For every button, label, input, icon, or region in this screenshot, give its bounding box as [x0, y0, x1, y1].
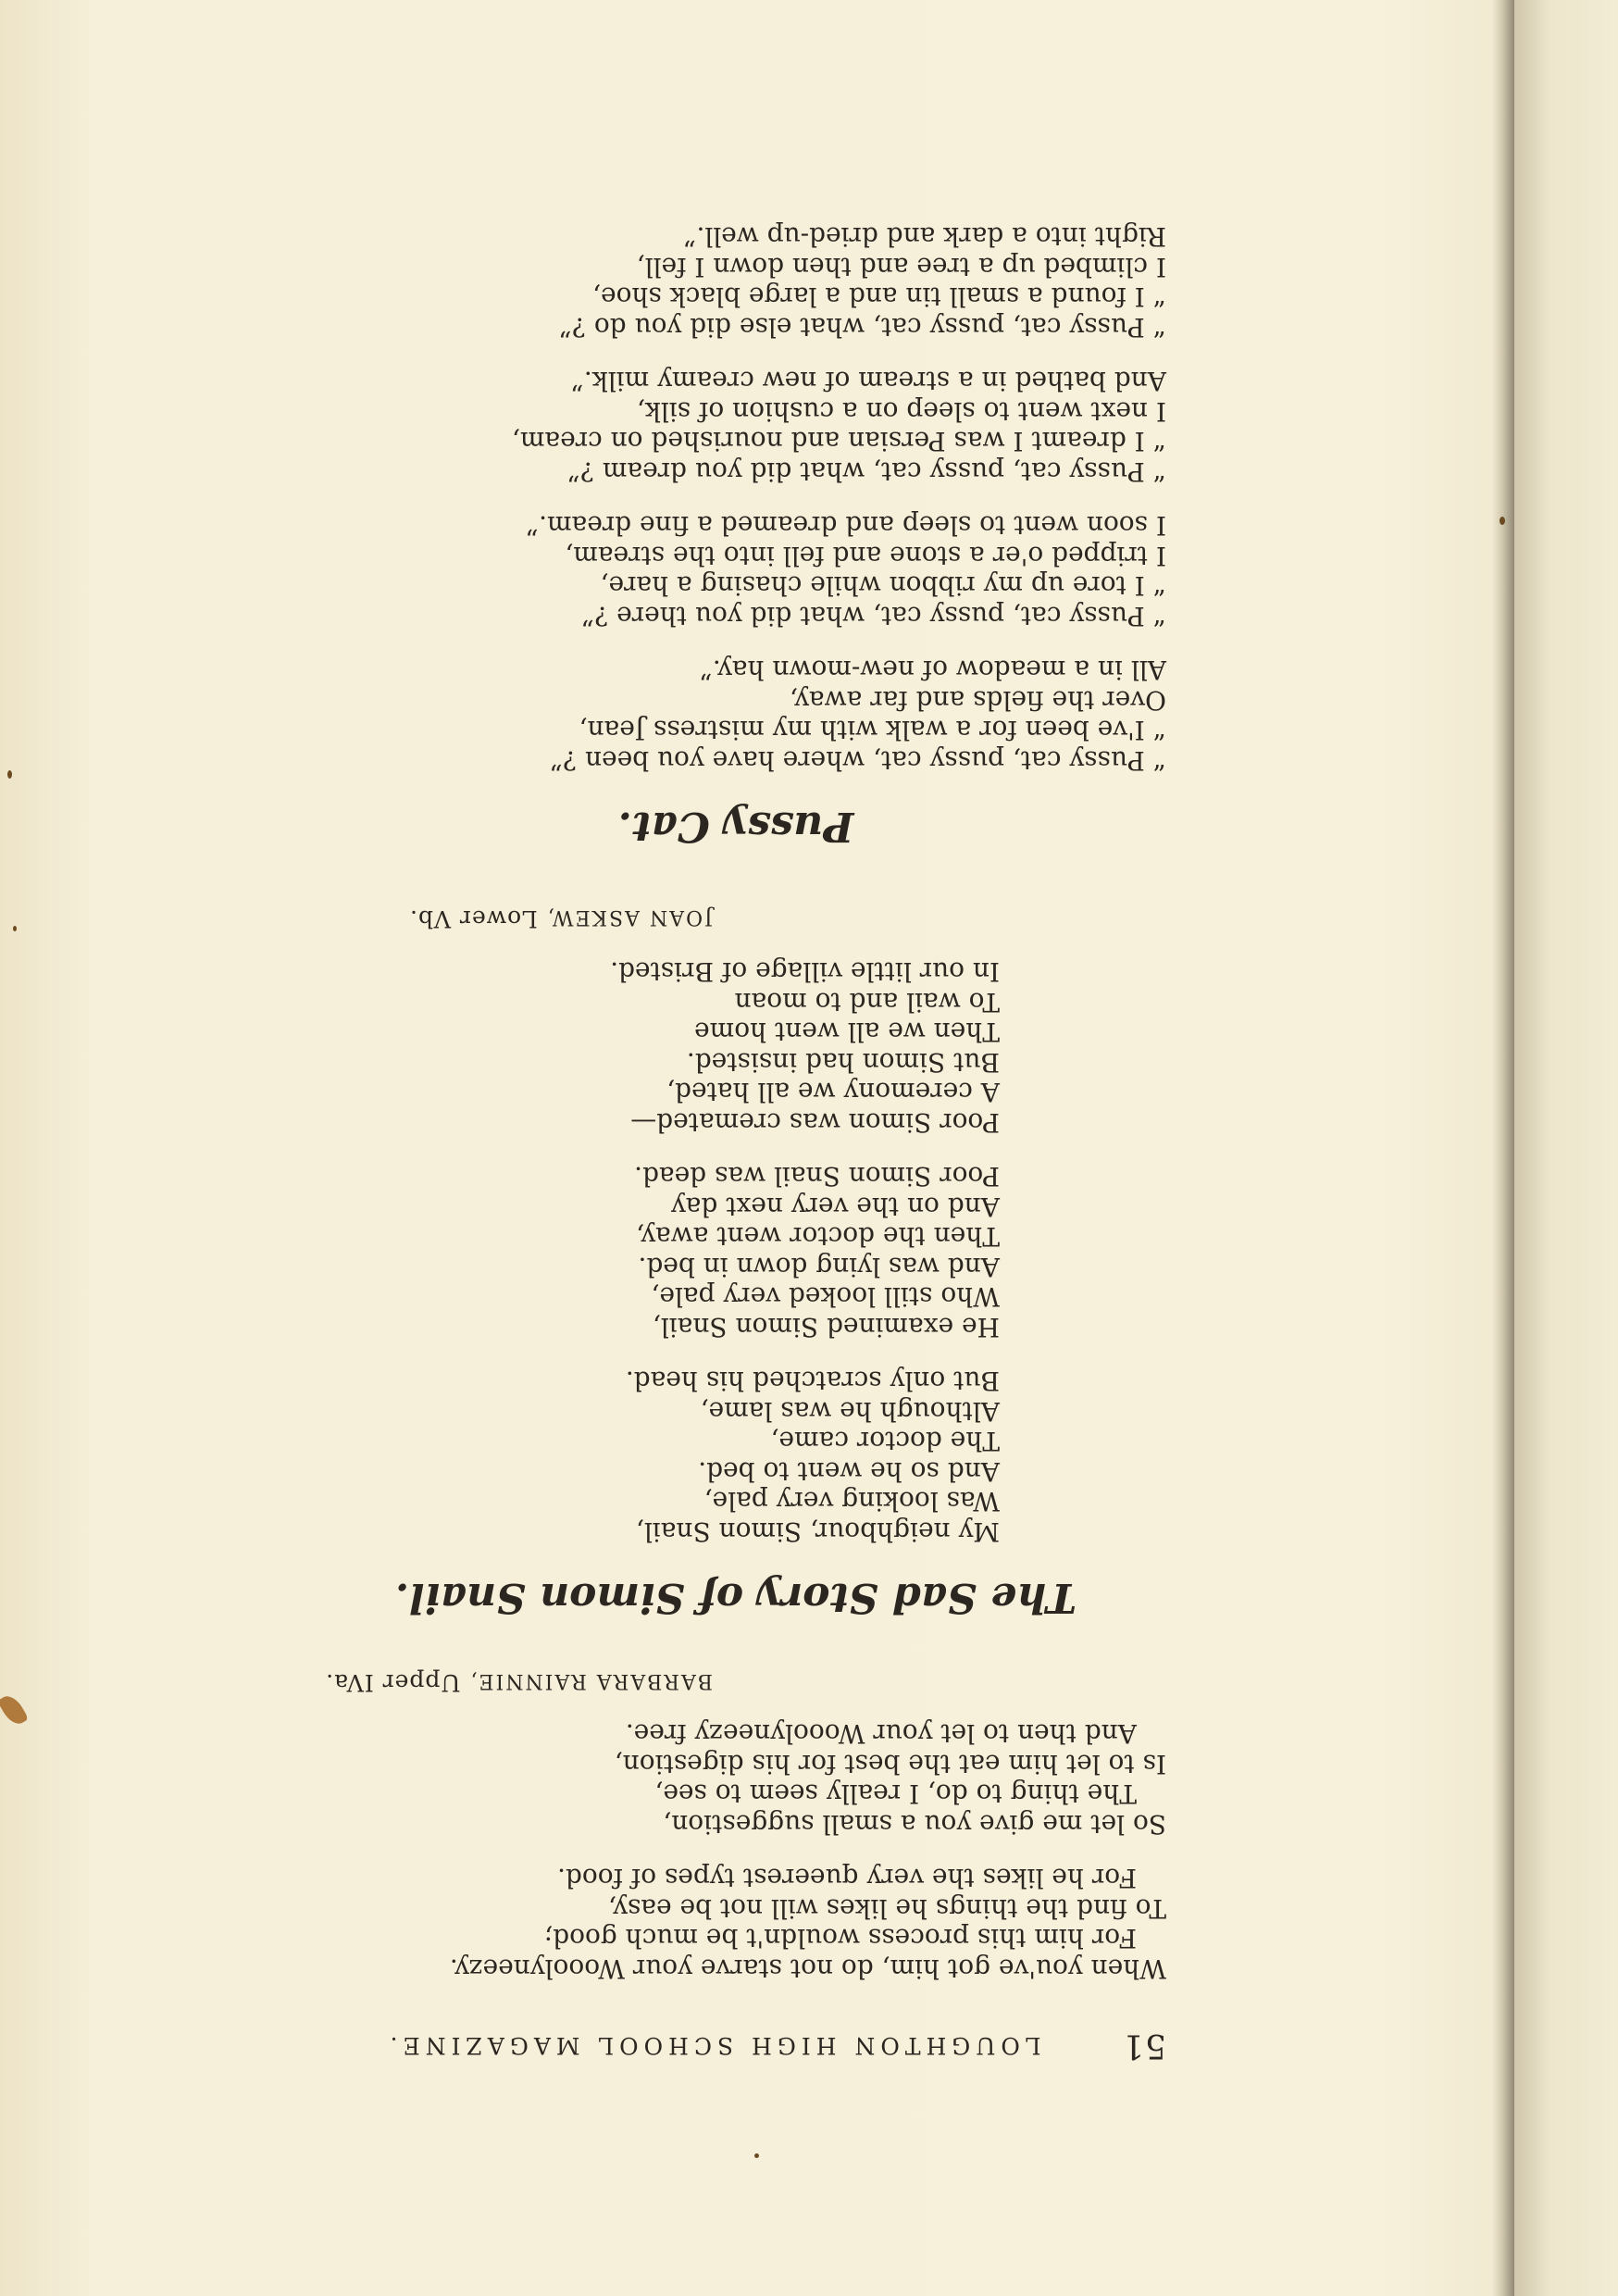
poem-line: And bathed in a stream of new creamy milk.” — [570, 366, 1166, 397]
poem-line: “ Pussy cat, pussy cat, where have you been ?” — [549, 745, 1166, 776]
poem-line: So let me give you a small suggestion, — [663, 1809, 1166, 1840]
poem-line: I soon went to sleep and dreamed a fine dream.” — [525, 510, 1166, 542]
poem-line: He examined Simon Snail, — [652, 1312, 1000, 1342]
poem-line: And on the very next day — [670, 1192, 1000, 1222]
poem-line: “ I've been for a walk with my mistress Jean, — [579, 715, 1166, 746]
poem-line: Who still looked very pale, — [651, 1281, 1000, 1313]
poem-line: “ I found a small tin and a large black shoe, — [592, 281, 1166, 313]
poem-line: I climbed up a tree and then down I fell, — [636, 252, 1166, 282]
poem-title: Pussy Cat. — [617, 803, 854, 850]
poem-line: To find the things he likes will not be easy, — [607, 1893, 1166, 1924]
poem-line: I next went to sleep on a cushion of silk, — [636, 396, 1166, 427]
author-name: JOAN ASKEW — [554, 905, 713, 929]
poem-line: Poor Simon was cremated— — [630, 1107, 1000, 1138]
poem-line: The doctor came, — [770, 1426, 1000, 1457]
author-form: Upper IVa. — [325, 1669, 461, 1696]
stanza — [305, 1718, 1166, 1839]
poem-line: And then to let your Wooolyneezy free. — [625, 1718, 1137, 1750]
magazine-title: LOUGHTON HIGH SCHOOL MAGAZINE. — [384, 2032, 1041, 2059]
running-head — [305, 2009, 1166, 2065]
stanza — [305, 366, 1166, 486]
poem-line: Poor Simon Snail was dead. — [634, 1161, 1000, 1192]
wooolyneezy-poem — [305, 1669, 1166, 1983]
poem-line: When you've got him, do not starve your Wooolyneezy. — [449, 1953, 1166, 1984]
poem-line: To wail and to moan — [734, 987, 1000, 1017]
stanza — [305, 1863, 1166, 1983]
poem-line: For he likes the very queerest types of food. — [557, 1863, 1137, 1894]
poem-line: “ Pussy cat, pussy cat, what did you dream ?” — [566, 456, 1166, 487]
poem-line: Although he was lame, — [700, 1396, 1000, 1427]
stanza — [305, 1366, 1000, 1546]
poem-line: Was looking very pale, — [703, 1486, 1000, 1517]
poem-line: Right into a dark and dried-up well.” — [683, 221, 1166, 253]
poem-line: “ I dreamt I was Persian and nourished on cream, — [511, 426, 1166, 457]
poem-line: I tripped o'er a stone and fell into the stream, — [565, 541, 1166, 571]
author-name: BARBARA RAINNIE — [477, 1669, 713, 1692]
poem-line: Is to let him eat the best for his digestion, — [614, 1749, 1166, 1779]
poem-line: But Simon had insisted. — [686, 1047, 1000, 1078]
stanza — [305, 221, 1166, 342]
author-credit: JOAN ASKEW, Lower Vb. — [409, 905, 713, 932]
poem-line: And was lying down in bed. — [638, 1252, 1000, 1282]
author-credit: BARBARA RAINNIE, Upper IVa. — [325, 1669, 713, 1696]
poem-line: In our little village of Bristed. — [610, 956, 1000, 988]
page-number: 51 — [1122, 2027, 1166, 2065]
simon-snail-poem — [305, 905, 1166, 1621]
poem-line: And so he went to bed. — [698, 1456, 1000, 1487]
pussy-cat-poem — [305, 221, 1166, 850]
poem-body — [305, 956, 1000, 1546]
stanza — [305, 1161, 1000, 1341]
poem-line: Then the doctor went away, — [636, 1221, 1000, 1253]
poem-line: Then we all went home — [694, 1017, 1000, 1048]
poem-line: My neighbour, Simon Snail, — [635, 1516, 1000, 1547]
poem-title: The Sad Story of Simon Snail. — [394, 1574, 1077, 1621]
stanza — [305, 956, 1000, 1137]
poem-line: A ceremony we all hated, — [666, 1077, 1000, 1108]
poem-line: The thing to do, I really seem to see, — [654, 1778, 1137, 1810]
poem-line: But only scratched his head. — [625, 1366, 1000, 1397]
stanza — [305, 655, 1166, 775]
stanza — [305, 510, 1166, 630]
poem-line: “ Pussy cat, pussy cat, what else did you do ?” — [558, 312, 1166, 343]
author-form: Lower Vb. — [409, 905, 538, 932]
page-content — [305, 221, 1166, 2065]
poem-line: “ I tore up my ribbon while chasing a hare, — [600, 570, 1166, 602]
poem-line: All in a meadow of new-mown hay.” — [699, 655, 1166, 686]
poem-line: Over the fields and far away, — [789, 685, 1166, 716]
poem-line: For him this process wouldn't be much good; — [543, 1923, 1137, 1954]
poem-line: “ Pussy cat, pussy cat, what did you there ?” — [580, 601, 1166, 631]
